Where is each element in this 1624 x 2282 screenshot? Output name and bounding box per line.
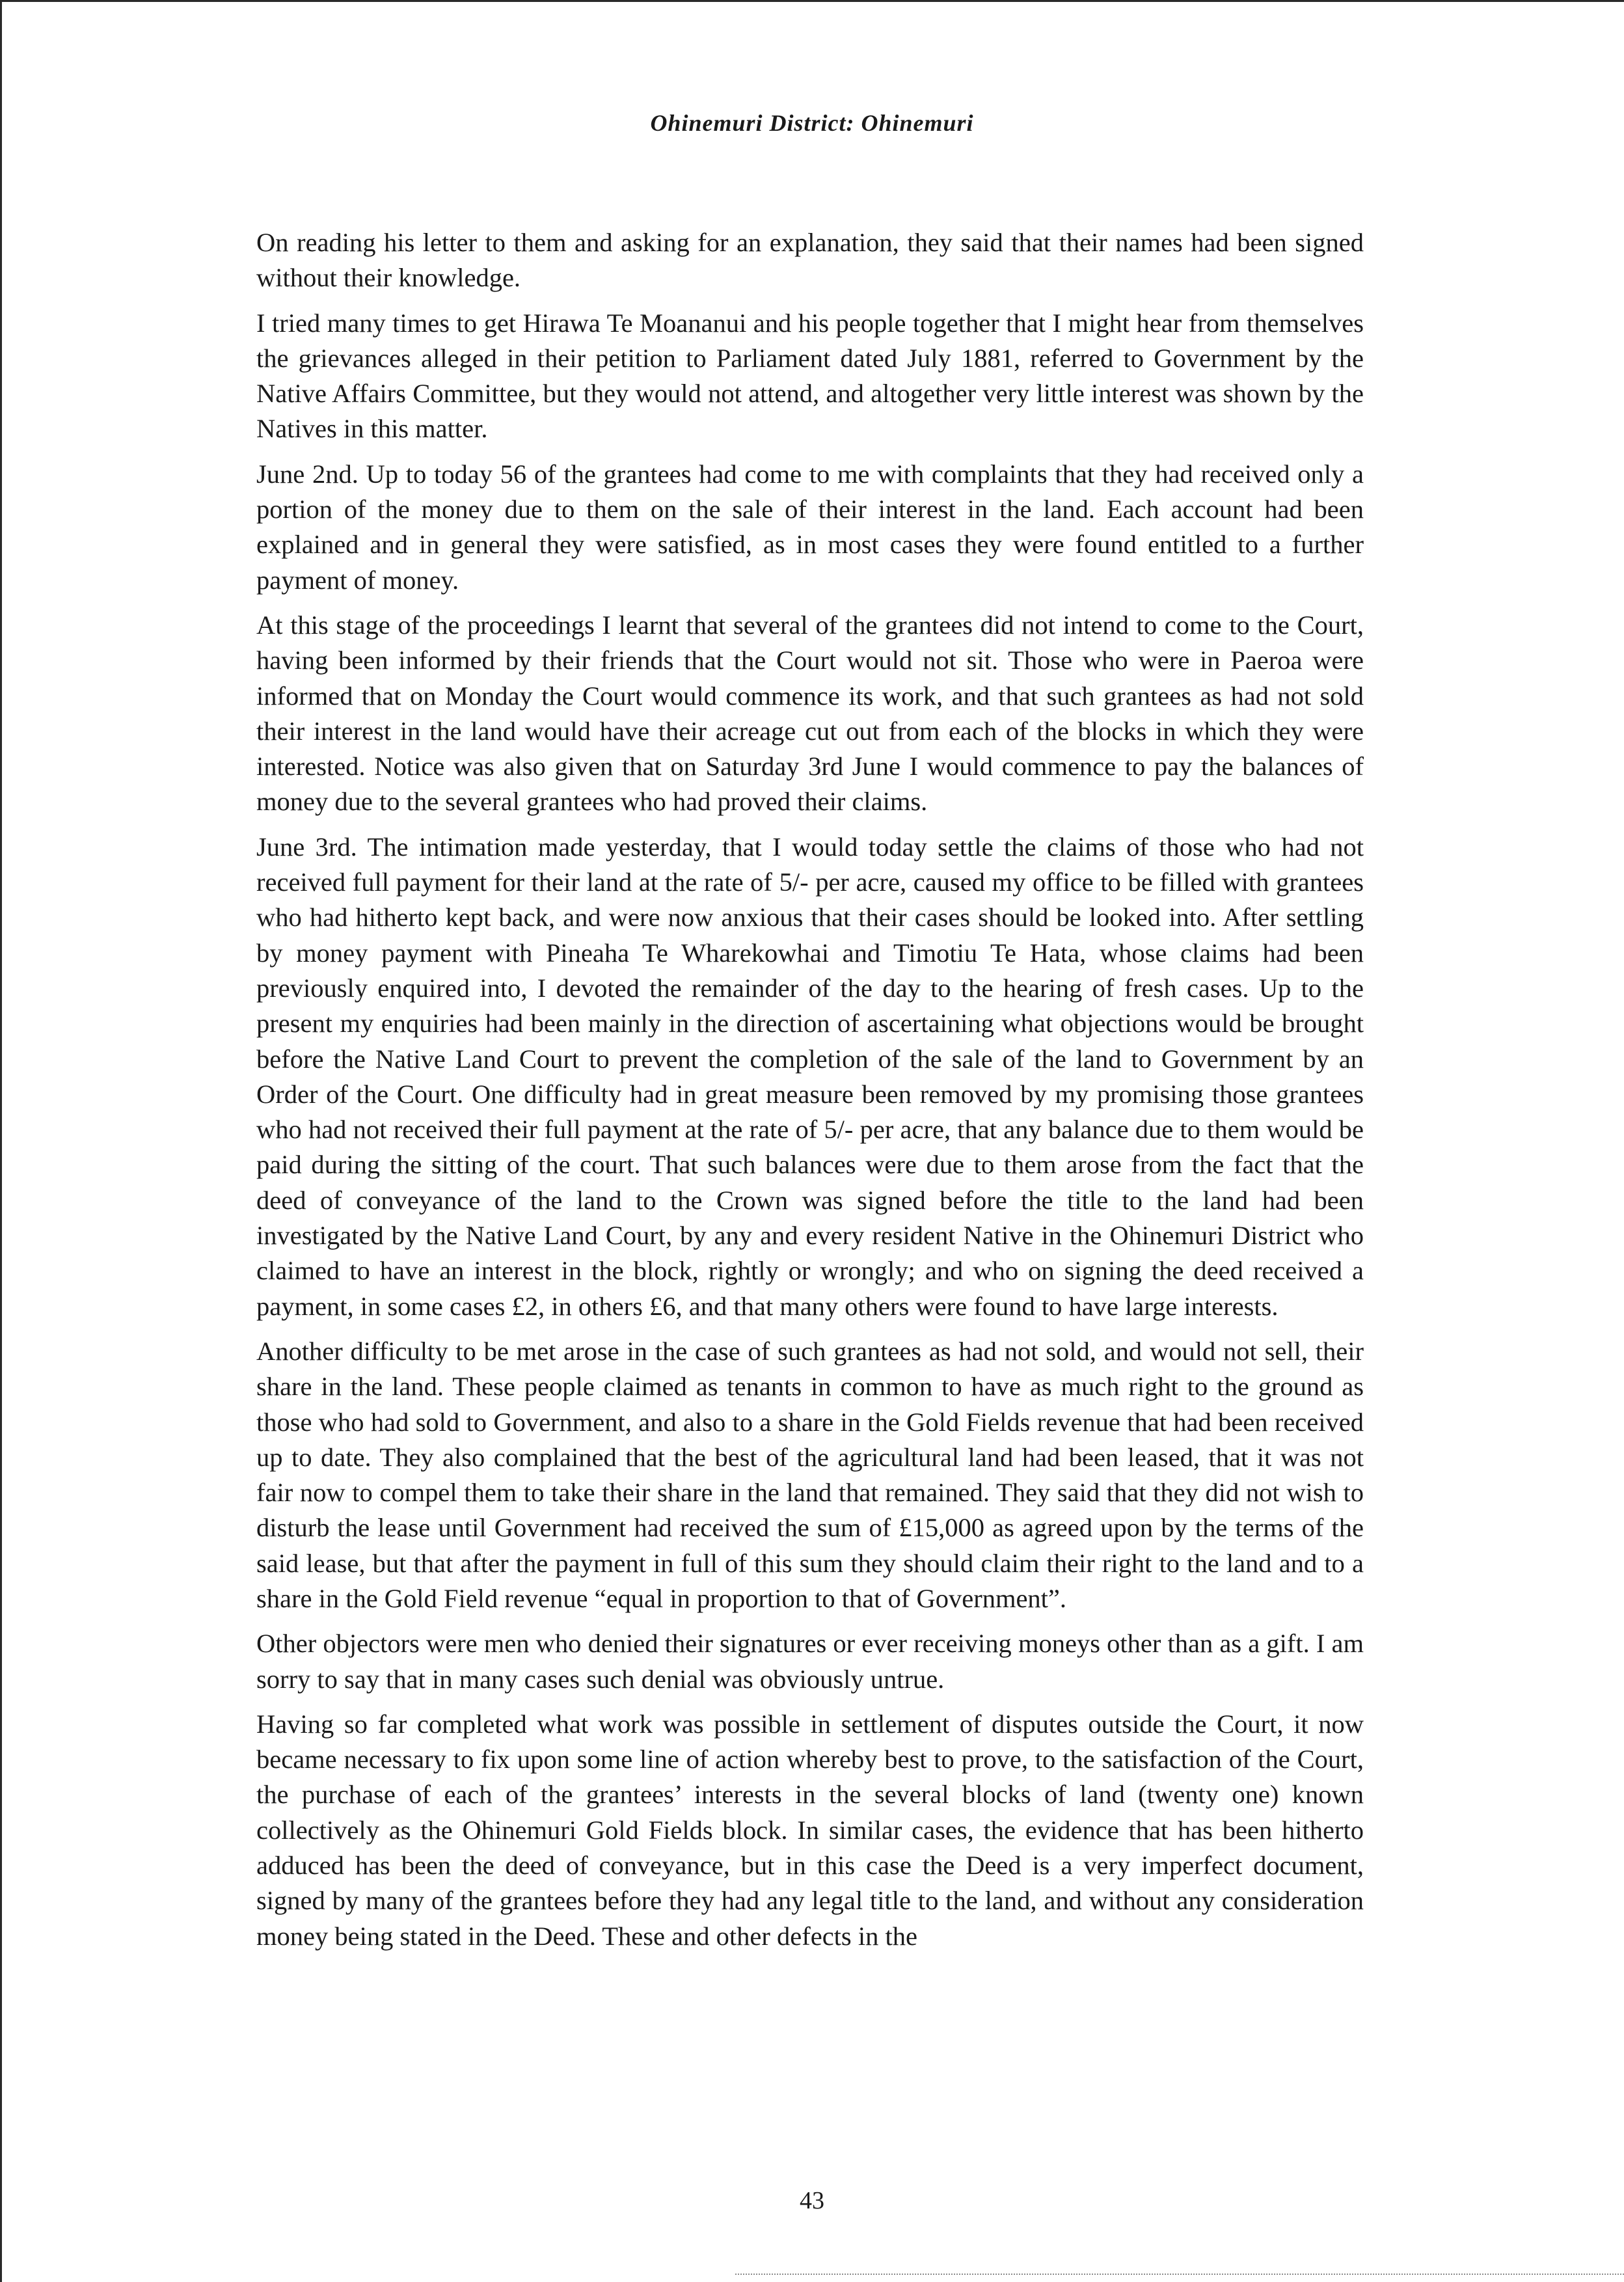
paragraph-7: Other objectors were men who denied their signatures or ever receiving moneys other than as a gift. I am sorry to say that in many cases such denial was obviously untrue.	[256, 1629, 1364, 1694]
paragraph-6: Another difficulty to be met arose in the case of such grantees as had not sold, and would not sell, their share in the land. These people claimed as tenants in common to have as much right to the ground as those who had sold to Government, and also to a share in the Gold Fields revenue that had been received up to date. They also complained that the best of the agricultural land had been leased, that it was not fair now to compel them to take their share in the land that remained. They said that they did not wish to disturb the lease until Government had received the sum of £15,000 as agreed upon by the terms of the said lease, but that after the payment in full of this sum they should claim their right to the land and to a share in the Gold Field revenue “equal in proportion to that of Government”.	[256, 1336, 1364, 1613]
running-head: Ohinemuri District: Ohinemuri	[650, 110, 974, 136]
paragraph-5: June 3rd. The intimation made yesterday, that I would today settle the claims of those who had not received full payment for their land at the rate of 5/- per acre, caused my office to be filled with grantees who had hitherto kept back, and were now anxious that their cases should be looked into. After settling by money payment with Pineaha Te Wharekowhai and Timotiu Te Hata, whose claims had been previously enquired into, I devoted the remainder of the day to the hearing of fresh cases. Up to the present my enquiries had been mainly in the direction of ascertaining what objections would be brought before the Native Land Court to prevent the completion of the sale of the land to Government by an Order of the Court. One difficulty had in great measure been removed by my promising those grantees who had not received their full payment at the rate of 5/- per acre, that any balance due to them would be paid during the sitting of the court. That such balances were due to them arose from the fact that the deed of conveyance of the land to the Crown was signed before the title to the land had been investigated by the Native Land Court, by any and every resident Native in the Ohinemuri District who claimed to have an interest in the block, rightly or wrongly; and who on signing the deed received a payment, in some cases £2, in others £6, and that many others were found to have large interests.	[256, 832, 1364, 1321]
page-number: 43	[800, 2187, 824, 2214]
scan-border-left	[0, 0, 2, 2282]
paragraph-3: June 2nd. Up to today 56 of the grantees had come to me with complaints that they had received only a portion of the money due to them on the sale of their interest in the land. Each account had been explained and in general they were satisfied, as in most cases they were found entitled to a further payment of money.	[256, 459, 1364, 595]
paragraph-1: On reading his letter to them and asking for an explanation, they said that their names had been signed without their knowledge.	[256, 228, 1364, 293]
scan-border-top	[0, 0, 1624, 2]
paragraph-4: At this stage of the proceedings I learnt that several of the grantees did not intend to come to the Court, having been informed by their friends that the Court would not sit. Those who were in Paeroa were informed that on Monday the Court would commence its work, and that such grantees as had not sold their interest in the land would have their acreage cut out from each of the blocks in which they were interested. Notice was also given that on Saturday 3rd June I would commence to pay the balances of money due to the several grantees who had proved their claims.	[256, 610, 1364, 817]
paragraph-2: I tried many times to get Hirawa Te Moananui and his people together that I might hear from themselves the grievances alleged in their petition to Parliament dated July 1881, referred to Government by the Native Affairs Committee, but they would not attend, and altogether very little interest was shown by the Natives in this matter.	[256, 308, 1364, 444]
body-text	[256, 225, 1364, 1964]
paragraph-8: Having so far completed what work was possible in settlement of disputes outside the Court, it now became necessary to fix upon some line of action whereby best to prove, to the satisfaction of the Court, the purchase of each of the grantees’ interests in the several blocks of land (twenty one) known collectively as the Ohinemuri Gold Fields block. In similar cases, the evidence that has been hitherto adduced has been the deed of conveyance, but in this case the Deed is a very imperfect document, signed by many of the grantees before they had any legal title to the land, and without any consideration money being stated in the Deed. These and other defects in the	[256, 1709, 1364, 1951]
scan-border-bottom	[735, 2274, 1624, 2276]
